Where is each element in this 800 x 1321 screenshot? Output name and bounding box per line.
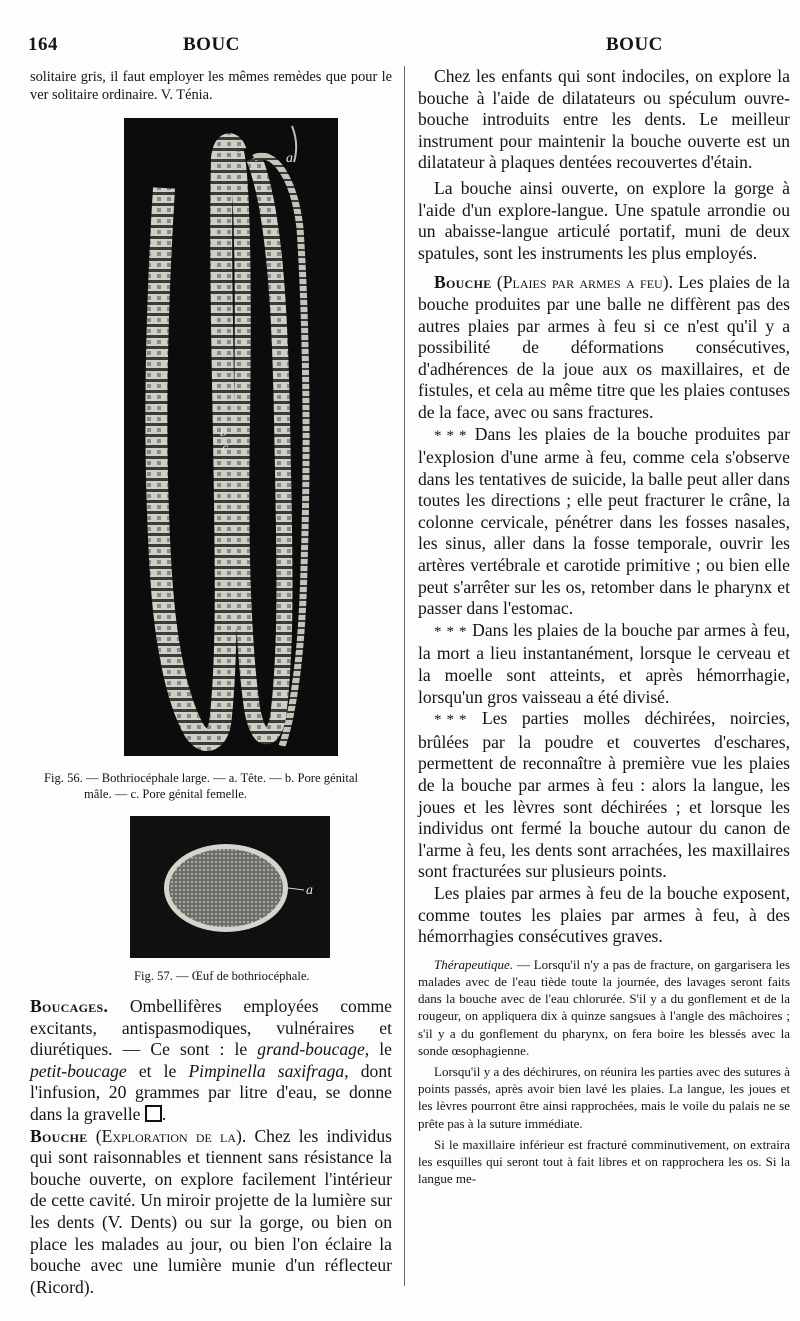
- egg-illustration: [130, 816, 330, 958]
- figure-56-caption: [44, 770, 390, 802]
- left-column-bottom: [30, 996, 392, 1298]
- fig57-label-a: a: [306, 883, 313, 898]
- headword-boucages: Boucages.: [30, 996, 109, 1016]
- para-hemorrhagies: Les plaies par armes à feu de la bouche exposent, comme toutes les plaies par armes à feu, à des hémorrhagies consécutives graves.: [418, 882, 790, 947]
- fig56-label-c: c: [222, 441, 229, 456]
- para-therapeutique: Thérapeutique. — Lorsqu'il n'y a pas de fracture, on gargarisera les malades avec de l'eau tiède toute la journée, des lavages seront faits dans la bouche avec de l'eau chlorurée. S'il y a du gonflement et de la rougeur, on appliquera dix à quinze sangsues à l'angle des mâchoires ; s'il y a du gonflement du pharynx, on fera boire les blessés avec la sonde œsophagienne.: [418, 956, 790, 1058]
- entry-boucages: Boucages. Ombellifères employées comme excitants, antispasmodiques, vulnéraires et diurétiques. — Ce sont : le grand-boucage, le petit-boucage et le Pimpinella saxifraga, dont l'infusion, 20 grammes par litre d'eau, se donne dans la gravelle .: [30, 996, 392, 1124]
- fig56-label-b: b: [220, 425, 227, 440]
- therapeutique-label: Thérapeutique.: [434, 956, 514, 972]
- para-explore-langue: La bouche ainsi ouverte, on explore la gorge à l'aide d'un explore-langue. Une spatule arrondie ou un abaisse-langue articulé portatif, muni de deux spatules, sont les instruments les plus employés.: [418, 177, 790, 263]
- entry-bouche-exploration: Bouche (Exploration de la). Chez les individus qui sont raisonnables et tiennent sans résistance la bouche ouverte, on explore facilement l'intérieur de cette cavité. Un miroir projette de la lumière sur les dents (V. Dents) ou sur la gorge, ou bien on place les malades au jour, ou bien l'on éclaire la bouche avec une lumière munie d'un réflecteur (Ricord).: [30, 1125, 392, 1297]
- asterism-1: * * *: [434, 427, 468, 444]
- headword-bouche-exploration: Bouche: [30, 1125, 88, 1146]
- tapeworm-illustration: [124, 118, 338, 756]
- fig56-label-a: a: [286, 151, 293, 166]
- right-column: [418, 66, 790, 1187]
- figure-57-engraving: [130, 816, 330, 958]
- left-column-top: [30, 68, 392, 104]
- square-box-icon: [145, 1105, 162, 1122]
- figure-56-engraving: [124, 118, 338, 756]
- para-explosion: * * * Dans les plaies de la bouche produites par l'explosion d'une arme à feu, comme cela s'observe dans les tentatives de suicide, la balle peut aller dans toutes les directions ; elle peut fracturer le crâne, la colonne cervicale, pénétrer dans les fosses nasales, les sinus, aller dans la fosse temporale, ouvrir les artères vertébrale et carotide primitive ; ou bien elle peut s'arrêter sur les os, retomber dans le pharynx et passer dans l'estomac.: [418, 423, 790, 619]
- para-dechirures: Lorsqu'il y a des déchirures, on réunira les parties avec des sutures à points passés, après avoir bien lavé les plaies. La langue, les joues et les lèvres pourront être ainsi rapprochées, mais le voile du palais ne se prête pas à la suture immédiate.: [418, 1063, 790, 1131]
- subtitle-exploration: (Exploration de la).: [95, 1125, 247, 1146]
- intro-paragraph: solitaire gris, il faut employer les mêmes remèdes que pour le ver solitaire ordinaire. V. Ténia.: [30, 69, 392, 103]
- fig56-caption-line2: mâle. — c. Pore génital femelle.: [84, 787, 247, 801]
- asterism-2: * * *: [434, 623, 468, 640]
- running-title-right: BOUC: [606, 34, 663, 55]
- headword-bouche-plaies: Bouche: [434, 272, 492, 293]
- para-enfants-indociles: Chez les enfants qui sont indociles, on explore la bouche à l'aide de dilatateurs ou spéculum ouvre-bouche introduits entre les dents. Le meilleur instrument pour maintenir la bouche ouverte est un dilatateur à plaques dentées recouvertes d'étain.: [418, 66, 790, 173]
- fig56-caption-line1: Fig. 56. — Bothriocéphale large. — a. Tête. — b. Pore génital: [44, 771, 358, 785]
- para-parties-molles: * * * Les parties molles déchirées, noircies, brûlées par la poudre et couvertes d'eschares, permettent de reconnaître à première vue les plaies de la bouche par armes à feu : alors la langue, les joues et les lèvres sont déchirées ; et lorsque les individus ont fermé la bouche autour du canon de l'arme à feu, les dents sont arrachées, les maxillaires sont fracturées sur plusieurs points.: [418, 708, 790, 882]
- running-title-left: BOUC: [183, 34, 240, 55]
- para-mort: * * * Dans les plaies de la bouche par armes à feu, la mort a lieu instantanément, lorsque le cerveau et la moelle sont atteints, et après hémorrhagie, lorsqu'un gros vaisseau a été divisé.: [418, 619, 790, 707]
- page-number: 164: [28, 34, 58, 55]
- subtitle-plaies: (Plaies par armes a feu).: [496, 272, 673, 293]
- entry-bouche-plaies: Bouche (Plaies par armes a feu). Les plaies de la bouche produites par une balle ne diffèrent pas des autres plaies par armes à feu si ce n'est qu'il y a possibilité de déformations consécutives, d'adhérences de la joue aux os maxillaires, et de fistules, et cela au même titre que les plaies contuses de la face, avec ou sans fractures.: [418, 272, 790, 422]
- asterism-3: * * *: [434, 712, 468, 729]
- column-divider: [404, 66, 405, 1286]
- tapeworm-strand-inner: [236, 152, 285, 736]
- para-maxillaire: Si le maxillaire inférieur est fracturé comminutivement, on extraira les esquilles qui seront tout à fait libres et on rapprochera les os. Si la langue me-: [418, 1136, 790, 1187]
- figure-57-caption: Fig. 57. — Œuf de bothriocéphale.: [134, 969, 310, 983]
- egg-contents: [169, 849, 283, 927]
- running-head: [28, 34, 778, 60]
